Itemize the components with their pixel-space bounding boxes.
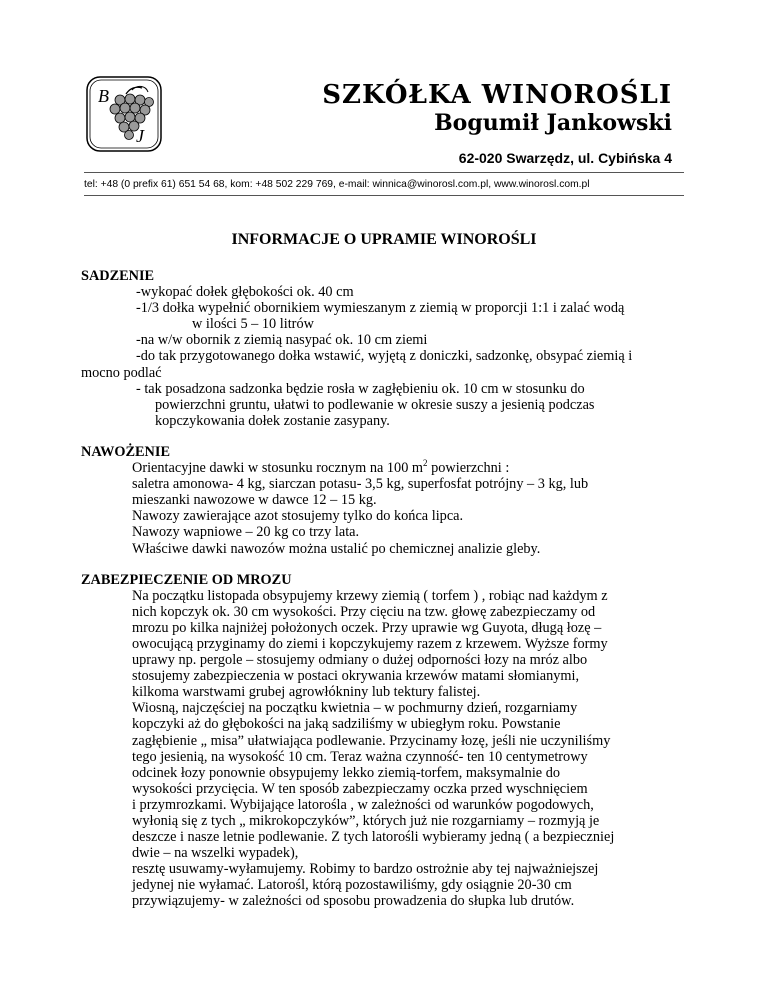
text-line: Na początku listopada obsypujemy krzewy ziemią ( torfem ) , robiąc nad każdym z — [132, 587, 608, 604]
section-sadzenie — [81, 268, 701, 429]
text-line: Wiosną, najczęściej na początku kwietnia – w pochmurny dzień, rozgarniamy — [132, 700, 578, 717]
section-heading: ZABEZPIECZENIE OD MROZU — [81, 571, 292, 588]
text-line: odcinek łozy ponownie obsypujemy lekko ziemią-torfem, maksymalnie do — [132, 764, 561, 781]
text-line: kopczykowania dołek zostanie zasypany. — [155, 412, 390, 429]
text-line: deszcze i nasze letnie podlewanie. Z tych latorośli wybieramy jedną ( a bezpieczniej — [132, 829, 615, 846]
text-line: przywiązujemy- w zależności od sposobu prowadzenia do słupka lub drutów. — [132, 893, 575, 910]
section-zabezpieczenie — [81, 572, 701, 910]
text-line: -na w/w obornik z ziemią nasypać ok. 10 cm ziemi — [136, 332, 428, 349]
logo-letter-j: J — [136, 126, 144, 146]
grape-logo-icon — [86, 76, 162, 152]
text-line: -1/3 dołka wypełnić obornikiem wymieszanym z ziemią w proporcji 1:1 i zalać wodą — [136, 300, 625, 317]
text-line — [81, 460, 701, 476]
text-line: nich kopczyk ok. 30 cm wysokości. Przy cięciu na tzw. głowę zabezpieczamy od — [132, 603, 596, 620]
section-heading: NAWOŻENIE — [81, 443, 170, 460]
document-title: INFORMACJE O UPRAMIE WINOROŚLI — [231, 231, 537, 248]
text-line: wyłonią się z tych „ mikrokopczyków”, których już nie rozgarniamy – rozmyją je — [132, 813, 600, 829]
text-line: uprawy np. pergole – stosujemy odmiany o dużej odporności łozy na mróz albo — [132, 652, 588, 669]
text-line: mrozu po kilka najniżej położonych oczek. Przy uprawie wg Guyota, długą łozę – — [132, 619, 602, 636]
header-rule-bottom — [84, 195, 684, 196]
logo-letter-b: B — [98, 86, 109, 106]
text-fragment: powierzchni : — [427, 460, 510, 477]
text-line: w ilości 5 – 10 litrów — [192, 316, 314, 333]
text-line: dwie – na wszelki wypadek), — [132, 845, 299, 862]
company-name: SZKÓŁKA WINOROŚLI — [322, 80, 672, 110]
text-line: wysokości przycięcia. W ten sposób zabezpieczamy oczka przed wyschnięciem — [132, 780, 588, 797]
text-line: -wykopać dołek głębokości ok. 40 cm — [136, 284, 354, 301]
section-nawozenie — [81, 444, 701, 557]
contact-line: tel: +48 (0 prefix 61) 651 54 68, kom: +48 502 229 769, e-mail: winnica@winorosl.com.pl, www.winorosl.com.pl — [84, 179, 590, 190]
text-line: owocującą przyginamy do ziemi i kopczykujemy razem z krzewem. Wyższe formy — [132, 635, 608, 652]
company-address: 62-020 Swarzędz, ul. Cybińska 4 — [458, 150, 672, 166]
text-line: mieszanki nawozowe w dawce 12 – 15 kg. — [132, 492, 377, 509]
superscript: 2 — [423, 458, 428, 469]
text-line: jedynej nie wyłamać. Latorośl, którą pozostawiliśmy, gdy osiągnie 20-30 cm — [132, 877, 572, 894]
text-line: mocno podlać — [81, 364, 162, 381]
header-rule-top — [84, 172, 684, 173]
text-line: stosujemy zabezpieczenia w postaci okrywania krzewów matami słomianymi, — [132, 668, 580, 685]
owner-name: Bogumił Jankowski — [434, 110, 672, 136]
text-fragment: Orientacyjne dawki w stosunku rocznym na 100 m — [132, 460, 424, 477]
text-line: resztę usuwamy-wyłamujemy. Robimy to bardzo ostrożnie aby tej najważniejszej — [132, 861, 599, 878]
text-line: kopczyki aż do głębokości na jaką sadziliśmy w ubiegłym roku. Powstanie — [132, 716, 561, 733]
text-line: tego jesienią, na wysokość 10 cm. Teraz ważna czynność- ten 10 centymetrowy — [132, 748, 588, 765]
text-line: Właściwe dawki nawozów można ustalić po chemicznej analizie gleby. — [132, 540, 541, 557]
text-line: zagłębienie „ misa” ułatwiająca podlewanie. Przycinamy łozę, jeśli nie uczyniliśmy — [132, 732, 611, 749]
section-heading: SADZENIE — [81, 268, 155, 284]
text-line: kilkoma warstwami grubej agrowłókniny lub tektury falistej. — [132, 684, 481, 701]
document-body — [81, 268, 701, 925]
text-line: - tak posadzona sadzonka będzie rosła w zagłębieniu ok. 10 cm w stosunku do — [136, 380, 585, 397]
text-line: powierzchni gruntu, ułatwi to podlewanie w okresie suszy a jesienią podczas — [155, 396, 595, 413]
text-line: Nawozy zawierające azot stosujemy tylko do końca lipca. — [132, 508, 464, 525]
text-line: saletra amonowa- 4 kg, siarczan potasu- 3,5 kg, superfosfat potrójny – 3 kg, lub — [132, 476, 589, 493]
text-line: Nawozy wapniowe – 20 kg co trzy lata. — [132, 524, 360, 541]
text-line: -do tak przygotowanego dołka wstawić, wyjętą z doniczki, sadzonkę, obsypać ziemią i — [136, 348, 633, 365]
text-line: i przymrozkami. Wybijające latorośla , w zależności od warunków pogodowych, — [132, 796, 594, 813]
